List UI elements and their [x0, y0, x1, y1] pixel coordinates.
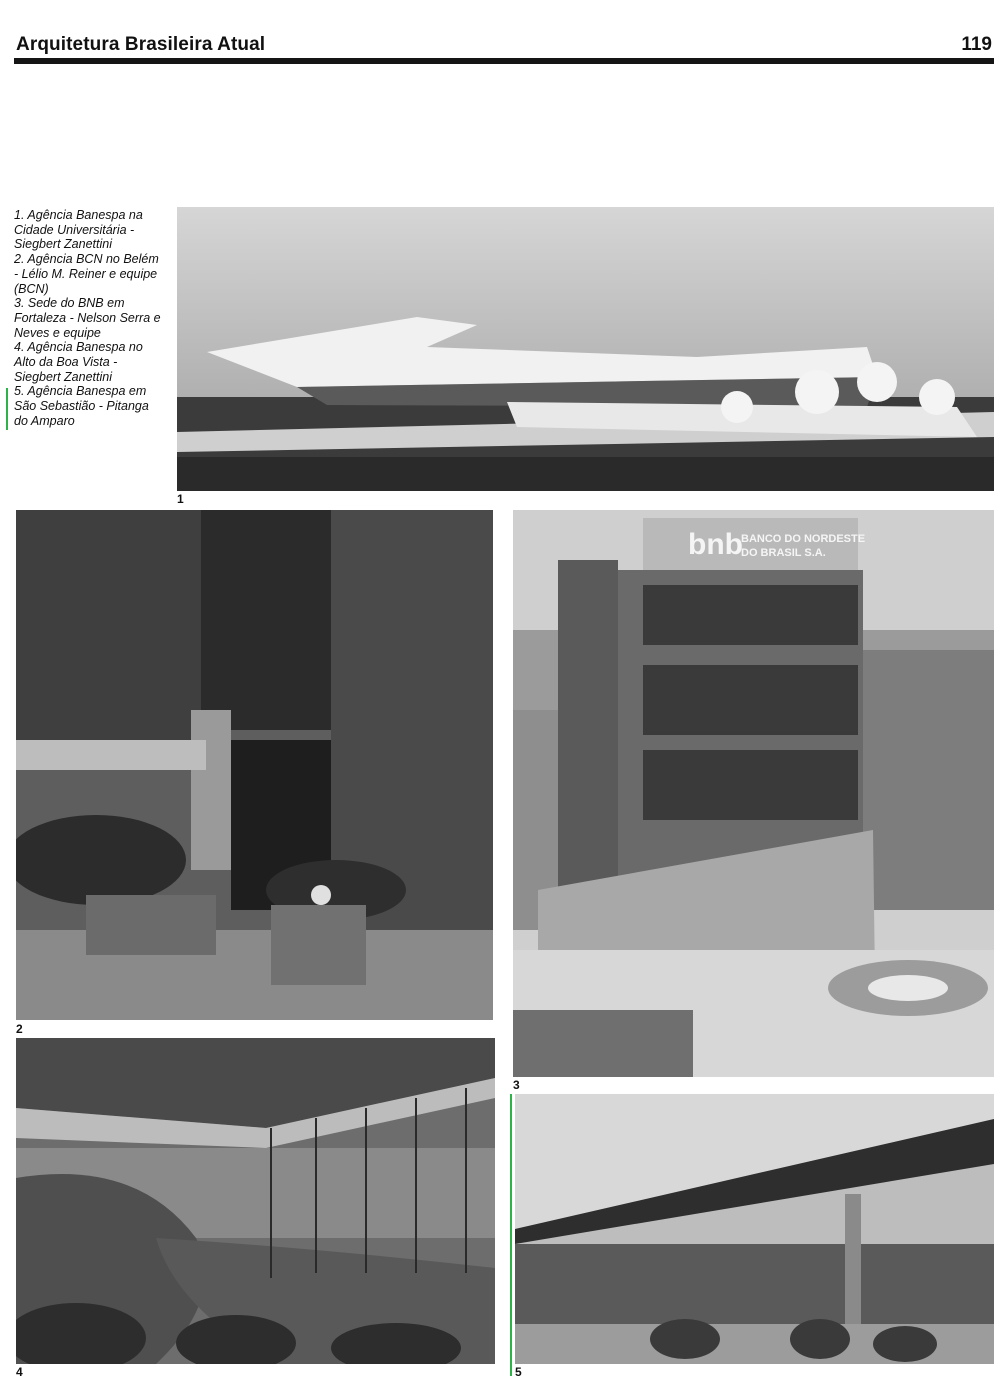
- caption-item-4: 4. Agência Banespa no Alto da Boa Vista - Siegbert Zanettini: [14, 340, 143, 384]
- figure-number-2: 2: [16, 1022, 23, 1036]
- photo-4-banespa-interior: [16, 1038, 495, 1364]
- figure-number-1: 1: [177, 492, 184, 506]
- caption-item-3: 3. Sede do BNB em Fortaleza - Nelson Serra e Neves e equipe: [14, 296, 161, 340]
- caption-item-2: 2. Agência BCN no Belém - Lélio M. Reiner e equipe (BCN): [14, 252, 159, 296]
- figure-number-3: 3: [513, 1078, 520, 1092]
- photo-1-banespa-model: [177, 207, 994, 491]
- caption-accent-marker: [6, 388, 8, 430]
- running-header-title: Arquitetura Brasileira Atual: [16, 34, 266, 55]
- bnb-name-line2: DO BRASIL S.A.: [741, 547, 826, 559]
- photo-5-banespa-sao-sebastiao: [515, 1094, 994, 1364]
- caption-block: [14, 208, 164, 429]
- header-rule: [14, 58, 994, 64]
- figure-number-4: 4: [16, 1365, 23, 1379]
- caption-item-1: 1. Agência Banespa na Cidade Universitária - Siegbert Zanettini: [14, 208, 143, 252]
- bnb-logo-text: bnb: [688, 528, 743, 561]
- caption-item-5: 5. Agência Banespa em São Sebastião - Pitanga do Amparo: [14, 384, 149, 428]
- bnb-name-line1: BANCO DO NORDESTE: [741, 533, 866, 545]
- photo-3-bnb-tower: [513, 510, 994, 1077]
- page-number: 119: [961, 34, 992, 55]
- photo-2-bcn-entrance: [16, 510, 493, 1020]
- photo-5-accent-marker: [510, 1094, 512, 1376]
- figure-number-5: 5: [515, 1365, 522, 1379]
